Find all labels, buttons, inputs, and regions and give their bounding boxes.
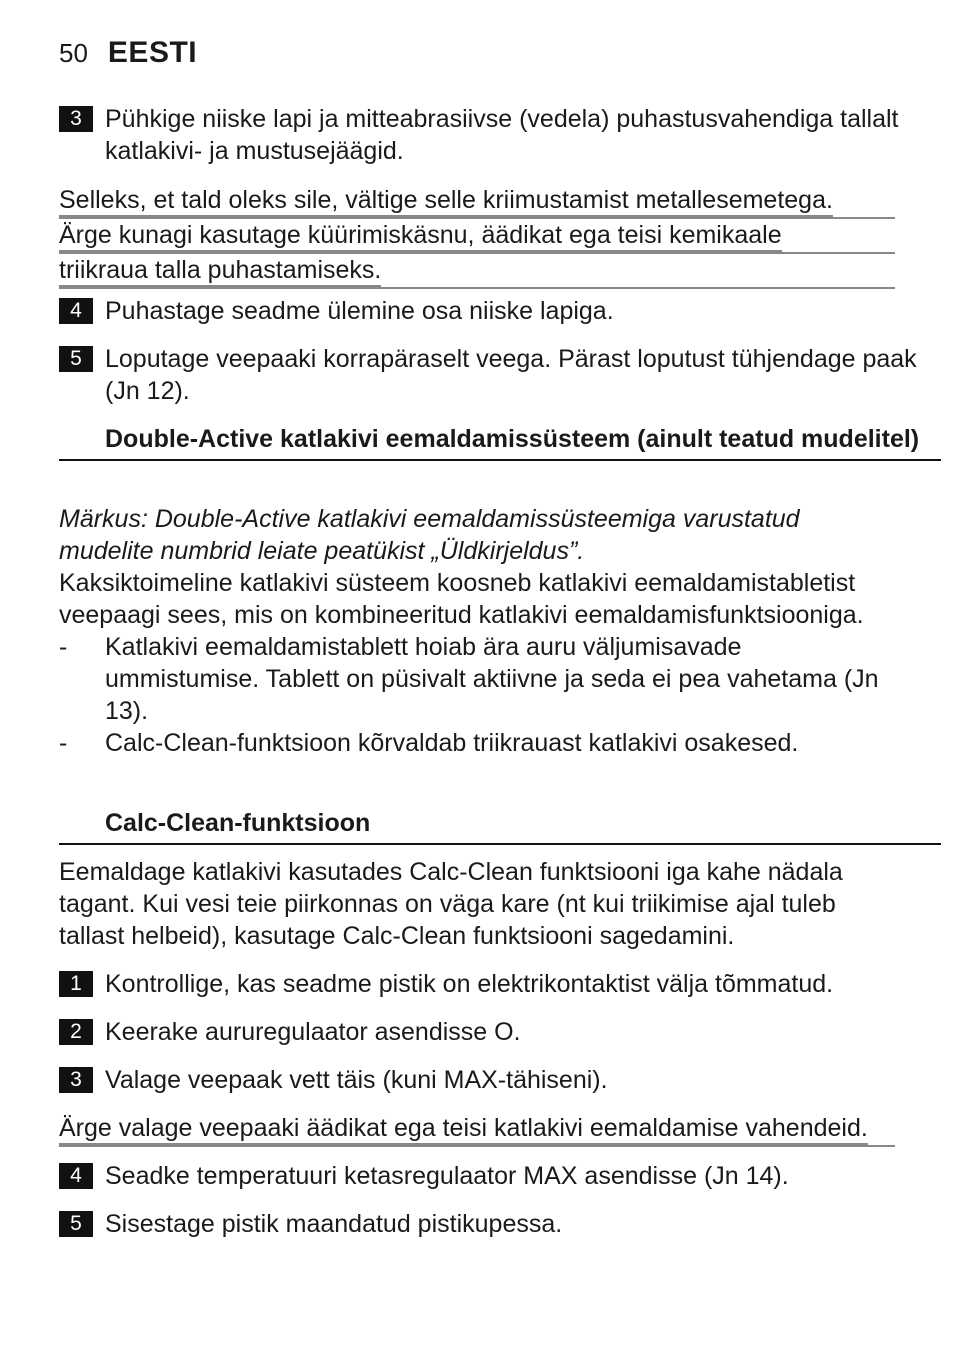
step-text: Seadke temperatuuri ketasregulaator MAX asendisse (Jn 14).	[105, 1162, 789, 1190]
bullet-dash: -	[59, 729, 68, 757]
step-3-fill-tank	[59, 1064, 941, 1096]
step-1-unplug	[59, 968, 941, 1000]
page-number: 50	[59, 38, 88, 68]
step-number-badge: 2	[59, 1019, 93, 1045]
step-text: Pühkige niiske lapi ja mitteabrasiivse (vedela) puhastusvahendiga tallalt katlakivi- ja mustusejäägid.	[105, 105, 899, 165]
step-4-set-max	[59, 1160, 941, 1192]
list-item-text: Calc-Clean-funktsioon kõrvaldab triikrauast katlakivi osakesed.	[105, 729, 799, 757]
paragraph: Kaksiktoimeline katlakivi süsteem koosneb katlakivi eemaldamistabletist veepaagi sees, mis on kombineeritud katlakivi eemaldamisfunktsiooniga.	[59, 569, 864, 629]
step-number-badge: 5	[59, 1211, 93, 1237]
section-body-calc-clean: Eemaldage katlakivi kasutades Calc-Clean funktsiooni iga kahe nädala tagant. Kui vesi teie piirkonnas on väga kare (nt kui triikimise ajal tuleb tallast helbeid), kasutage Calc-Clean funktsiooni sagedamini.	[59, 858, 843, 950]
language-title: EESTI	[107, 36, 198, 69]
warning-line: Ärge valage veepaaki äädikat ega teisi katlakivi eemaldamise vahendeid.	[59, 1114, 868, 1145]
step-number-badge: 3	[59, 106, 93, 132]
section-body-double-active	[59, 503, 895, 759]
warning-line: Selleks, et tald oleks sile, vältige selle kriimustamist metallesemetega.	[59, 186, 833, 217]
list-item	[59, 727, 895, 759]
step-2-steam-off	[59, 1016, 941, 1048]
step-text: Sisestage pistik maandatud pistikupessa.	[105, 1210, 563, 1238]
step-text: Puhastage seadme ülemine osa niiske lapiga.	[105, 297, 614, 325]
step-text: Kontrollige, kas seadme pistik on elektrikontaktist välja tõmmatud.	[105, 970, 834, 998]
warning-soleplate	[59, 184, 895, 289]
step-number-badge: 5	[59, 346, 93, 372]
note-text: Märkus: Double-Active katlakivi eemaldamissüsteemiga varustatud mudelite numbrid leiate peatükist „Üldkirjeldus”.	[59, 505, 800, 565]
step-3-wipe-soleplate	[59, 103, 941, 167]
step-5-rinse-tank	[59, 343, 941, 407]
warning-descaling-agents	[59, 1112, 895, 1147]
warning-line: triikraua talla puhastamiseks.	[59, 256, 381, 287]
page-header	[59, 36, 197, 76]
section-heading-double-active: Double-Active katlakivi eemaldamissüsteem (ainult teatud mudelitel)	[59, 423, 941, 461]
step-number-badge: 4	[59, 298, 93, 324]
step-text: Valage veepaak vett täis (kuni MAX-tähiseni).	[105, 1066, 608, 1094]
list-item-text: Katlakivi eemaldamistablett hoiab ära auru väljumisavade ummistumise. Tablett on püsivalt aktiivne ja seda ei pea vahetama (Jn 13).	[105, 633, 879, 725]
section-heading-calc-clean: Calc-Clean-funktsioon	[59, 807, 941, 845]
bullet-dash: -	[59, 633, 68, 661]
step-4-clean-top	[59, 295, 941, 327]
step-number-badge: 3	[59, 1067, 93, 1093]
warning-line: Ärge kunagi kasutage küürimiskäsnu, äädikat ega teisi kemikaale	[59, 221, 782, 252]
step-number-badge: 1	[59, 971, 93, 997]
step-text: Loputage veepaaki korrapäraselt veega. Pärast loputust tühjendage paak (Jn 12).	[105, 345, 917, 405]
step-5-plug-in	[59, 1208, 941, 1240]
step-text: Keerake aururegulaator asendisse O.	[105, 1018, 521, 1046]
step-number-badge: 4	[59, 1163, 93, 1189]
list-item	[59, 631, 895, 727]
